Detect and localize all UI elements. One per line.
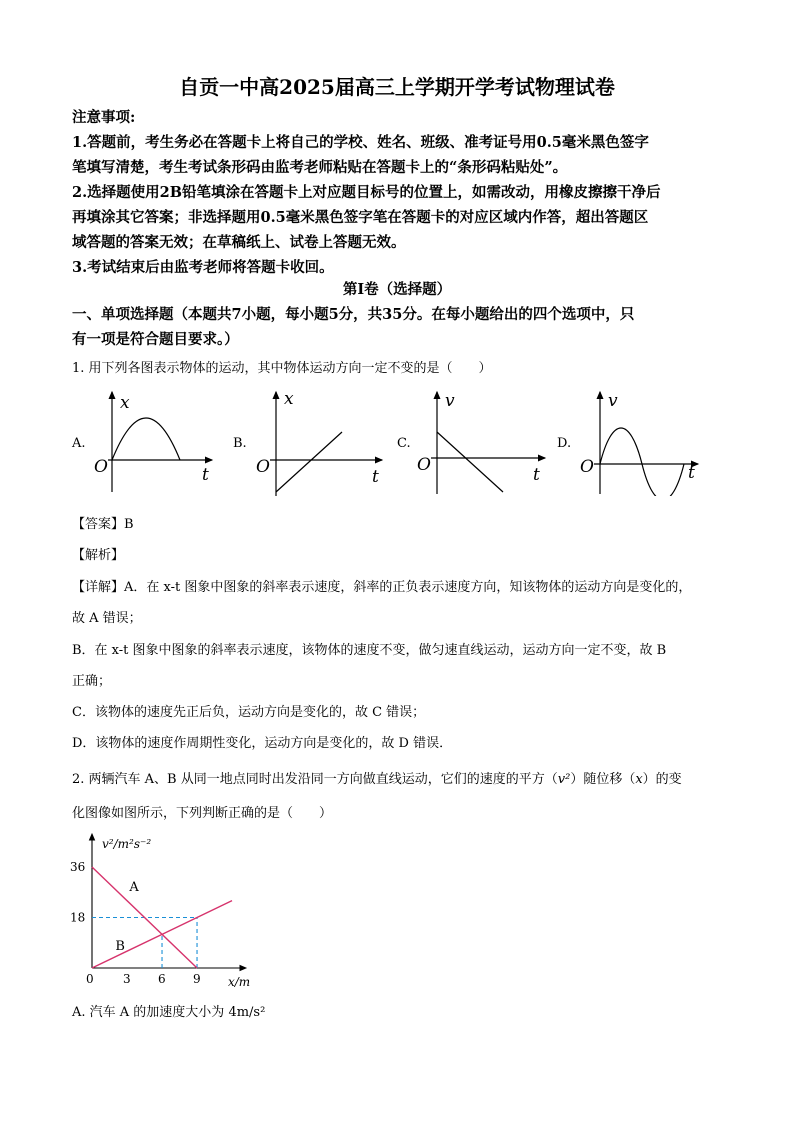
y-axis-label: v bbox=[445, 391, 455, 411]
y-tick-label: 36 bbox=[70, 860, 86, 874]
q1-analysis-heading: 【解析】 bbox=[72, 548, 125, 563]
curve bbox=[112, 418, 180, 460]
x-axis-label: x/m bbox=[228, 975, 251, 989]
origin-label: O bbox=[580, 457, 594, 477]
q2-graph bbox=[66, 828, 266, 1000]
q2-stem-x: x bbox=[635, 772, 643, 787]
q2-stem-part-2: ）随位移（ bbox=[570, 772, 636, 787]
q1-option-d-graph bbox=[576, 388, 706, 496]
line bbox=[437, 432, 503, 492]
y-tick-label: 18 bbox=[70, 910, 86, 925]
notice-line-3: 2.选择题使用2B铅笔填涂在答题卡上对应题目标号的位置上，如需改动，用橡皮擦擦干净后 bbox=[72, 184, 661, 201]
q1-detail-5: C．该物体的速度先正后负，运动方向是变化的，故 C 错误； bbox=[72, 705, 426, 720]
origin-label: O bbox=[94, 457, 108, 477]
q1-detail-2: 故 A 错误； bbox=[72, 611, 142, 626]
q1-option-d-label: D. bbox=[557, 436, 572, 451]
x-axis-label: t bbox=[372, 467, 379, 487]
series-label-a: A bbox=[129, 879, 139, 895]
series-label-b: B bbox=[115, 938, 125, 954]
page-title: 自贡一中高2025届高三上学期开学考试物理试卷 bbox=[179, 75, 615, 99]
origin-label: O bbox=[417, 455, 431, 475]
notice-line-2: 笔填写清楚，考生考试条形码由监考老师粘贴在答题卡上的“条形码粘贴处”。 bbox=[72, 159, 568, 176]
x-axis-label: t bbox=[688, 463, 695, 483]
notice-line-6: 3.考试结束后由监考老师将答题卡收回。 bbox=[72, 259, 334, 276]
q2-stem-part-1: 2. 两辆汽车 A、B 从同一地点同时出发沿同一方向做直线运动，它们的速度的平方（ bbox=[72, 772, 558, 787]
q2-option-a: A. 汽车 A 的加速度大小为 4m/s² bbox=[72, 1005, 266, 1020]
q1-option-c-label: C. bbox=[397, 436, 411, 451]
q2-stem-line-2: 化图像如图所示，下列判断正确的是（ ） bbox=[72, 806, 333, 821]
q1-option-b-graph bbox=[252, 388, 392, 496]
y-axis-label: v²/m²s⁻² bbox=[102, 837, 152, 851]
q1-option-b-label: B. bbox=[233, 436, 247, 451]
notice-line-5: 域答题的答案无效；在草稿纸上、试卷上答题无效。 bbox=[72, 234, 406, 251]
x-tick-label: 9 bbox=[193, 972, 201, 986]
q1-option-c-graph bbox=[413, 388, 553, 496]
q1-detail-1: 【详解】A．在 x-t 图象中图象的斜率表示速度，斜率的正负表示速度方向，知该物体的运动方向是变化的， bbox=[72, 580, 692, 595]
x-tick-label: 0 bbox=[86, 972, 94, 986]
y-axis-label: x bbox=[120, 393, 130, 413]
q1-detail-4: 正确； bbox=[72, 674, 112, 689]
q2-stem-line-1 bbox=[72, 768, 682, 787]
q2-stem-v2: v² bbox=[557, 772, 571, 787]
q1-detail-3: B．在 x-t 图象中图象的斜率表示速度，该物体的速度不变，做匀速直线运动，运动方向一定不变，故 B bbox=[72, 643, 667, 658]
q1-stem: 1. 用下列各图表示物体的运动，其中物体运动方向一定不变的是（ ） bbox=[72, 361, 492, 376]
q1-answer: 【答案】B bbox=[72, 517, 134, 532]
sine-curve bbox=[600, 428, 684, 496]
y-axis-label: v bbox=[608, 391, 618, 411]
q1-option-a-label: A. bbox=[72, 436, 86, 451]
section-1-line-1: 一、单项选择题（本题共7小题，每小题5分，共35分。在每小题给出的四个选项中，只 bbox=[72, 306, 635, 323]
q1-detail-6: D．该物体的速度作周期性变化，运动方向是变化的，故 D 错误． bbox=[72, 736, 453, 751]
section-1-line-2: 有一项是符合题目要求。） bbox=[72, 331, 239, 348]
q1-option-a-graph bbox=[88, 388, 218, 496]
notice-heading: 注意事项: bbox=[72, 109, 136, 126]
origin-label: O bbox=[256, 457, 270, 477]
part-heading: 第Ⅰ卷（选择题） bbox=[342, 281, 452, 298]
y-axis-label: x bbox=[284, 389, 294, 409]
notice-line-4: 再填涂其它答案；非选择题用0.5毫米黑色签字笔在答题卡的对应区域内作答，超出答题区 bbox=[72, 209, 649, 226]
x-axis-label: t bbox=[202, 465, 209, 485]
x-tick-label: 6 bbox=[158, 972, 166, 986]
x-axis-label: t bbox=[533, 465, 540, 485]
q2-stem-part-3: ）的变 bbox=[642, 772, 682, 787]
x-tick-label: 3 bbox=[123, 972, 131, 986]
notice-line-1: 1.答题前，考生务必在答题卡上将自己的学校、姓名、班级、准考证号用0.5毫米黑色签字 bbox=[72, 134, 649, 151]
line bbox=[276, 432, 342, 492]
